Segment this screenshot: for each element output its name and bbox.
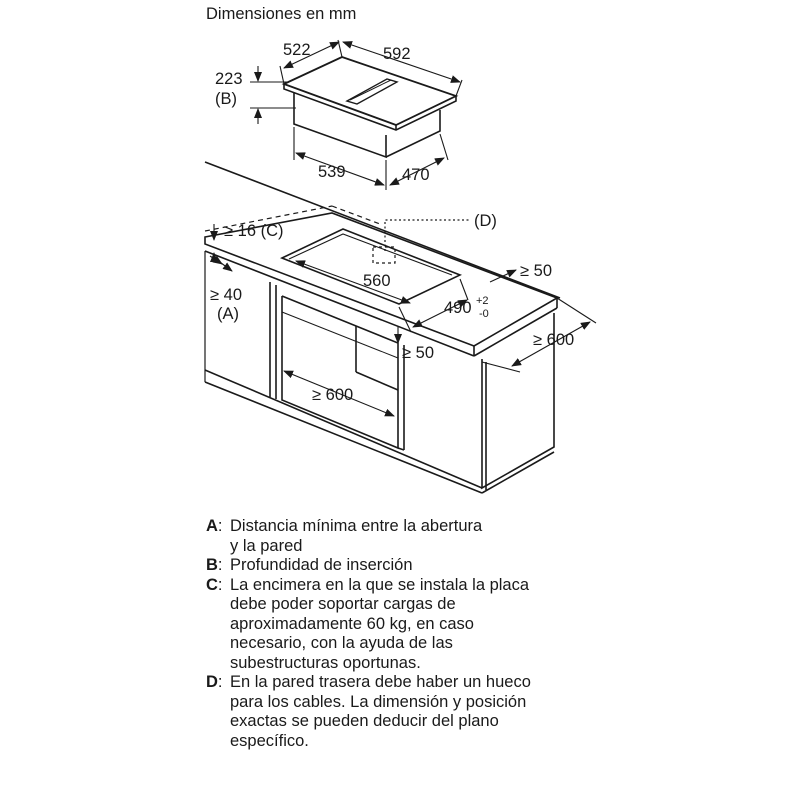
legend-key: D — [206, 673, 218, 691]
dim-bottom-width: 539 — [318, 163, 346, 181]
legend-key: A — [206, 517, 218, 535]
legend-item: C: La encimera en la que se instala la placa debe poder soportar cargas de aproximadamente 60 kg, en caso necesario, con la ayuda de las subestructuras oportunas. — [206, 575, 530, 672]
dim-oven-gap: ≥ 50 — [402, 344, 434, 362]
dim-oven-width: ≥ 600 — [312, 386, 354, 404]
dim-tolerance-plus: +2 — [476, 295, 489, 307]
dim-cutout-depth: 490 — [444, 299, 472, 317]
dim-insert-height: 223 — [215, 70, 243, 88]
legend-item: D: En la pared trasera debe haber un hueco para los cables. La dimensión y posición exactas se pueden deducir del plano específico. — [206, 673, 531, 750]
label-cable-hole: (D) — [474, 212, 497, 230]
legend-text: La encimera en la que se instala la placa debe poder soportar cargas de aproximadamente 60 kg, en caso necesario, con la ayuda de las subestructuras oportunas. — [230, 575, 530, 672]
legend — [206, 517, 626, 751]
dim-top-depth: 522 — [283, 41, 311, 59]
cabinet-drawing — [205, 162, 560, 493]
dim-top-width: 592 — [383, 45, 411, 63]
legend-text: Distancia mínima entre la abertura y la pared — [230, 517, 483, 555]
dim-cabinet-depth: ≥ 600 — [533, 331, 575, 349]
dim-wall-distance-label: (A) — [217, 305, 239, 323]
legend-item: B: Profundidad de inserción — [206, 556, 413, 574]
dim-bottom-depth: 470 — [402, 166, 430, 184]
legend-key: C — [206, 575, 218, 594]
dim-tolerance-minus: -0 — [479, 308, 489, 320]
diagram-title: Dimensiones en mm — [206, 5, 357, 23]
legend-text: En la pared trasera debe haber un hueco para los cables. La dimensión y posición exactas se pueden deducir del plano específico. — [230, 673, 531, 750]
legend-text: Profundidad de inserción — [230, 556, 413, 574]
dim-cutout-width: 560 — [363, 272, 391, 290]
dim-side-clearance: ≥ 50 — [520, 262, 552, 280]
dim-counter-thickness: ≥ 16 (C) — [224, 222, 284, 240]
dim-insert-label: (B) — [215, 90, 237, 108]
dim-wall-distance: ≥ 40 — [210, 286, 242, 304]
legend-item: A: Distancia mínima entre la abertura y la pared — [206, 517, 483, 555]
legend-key: B — [206, 556, 218, 574]
